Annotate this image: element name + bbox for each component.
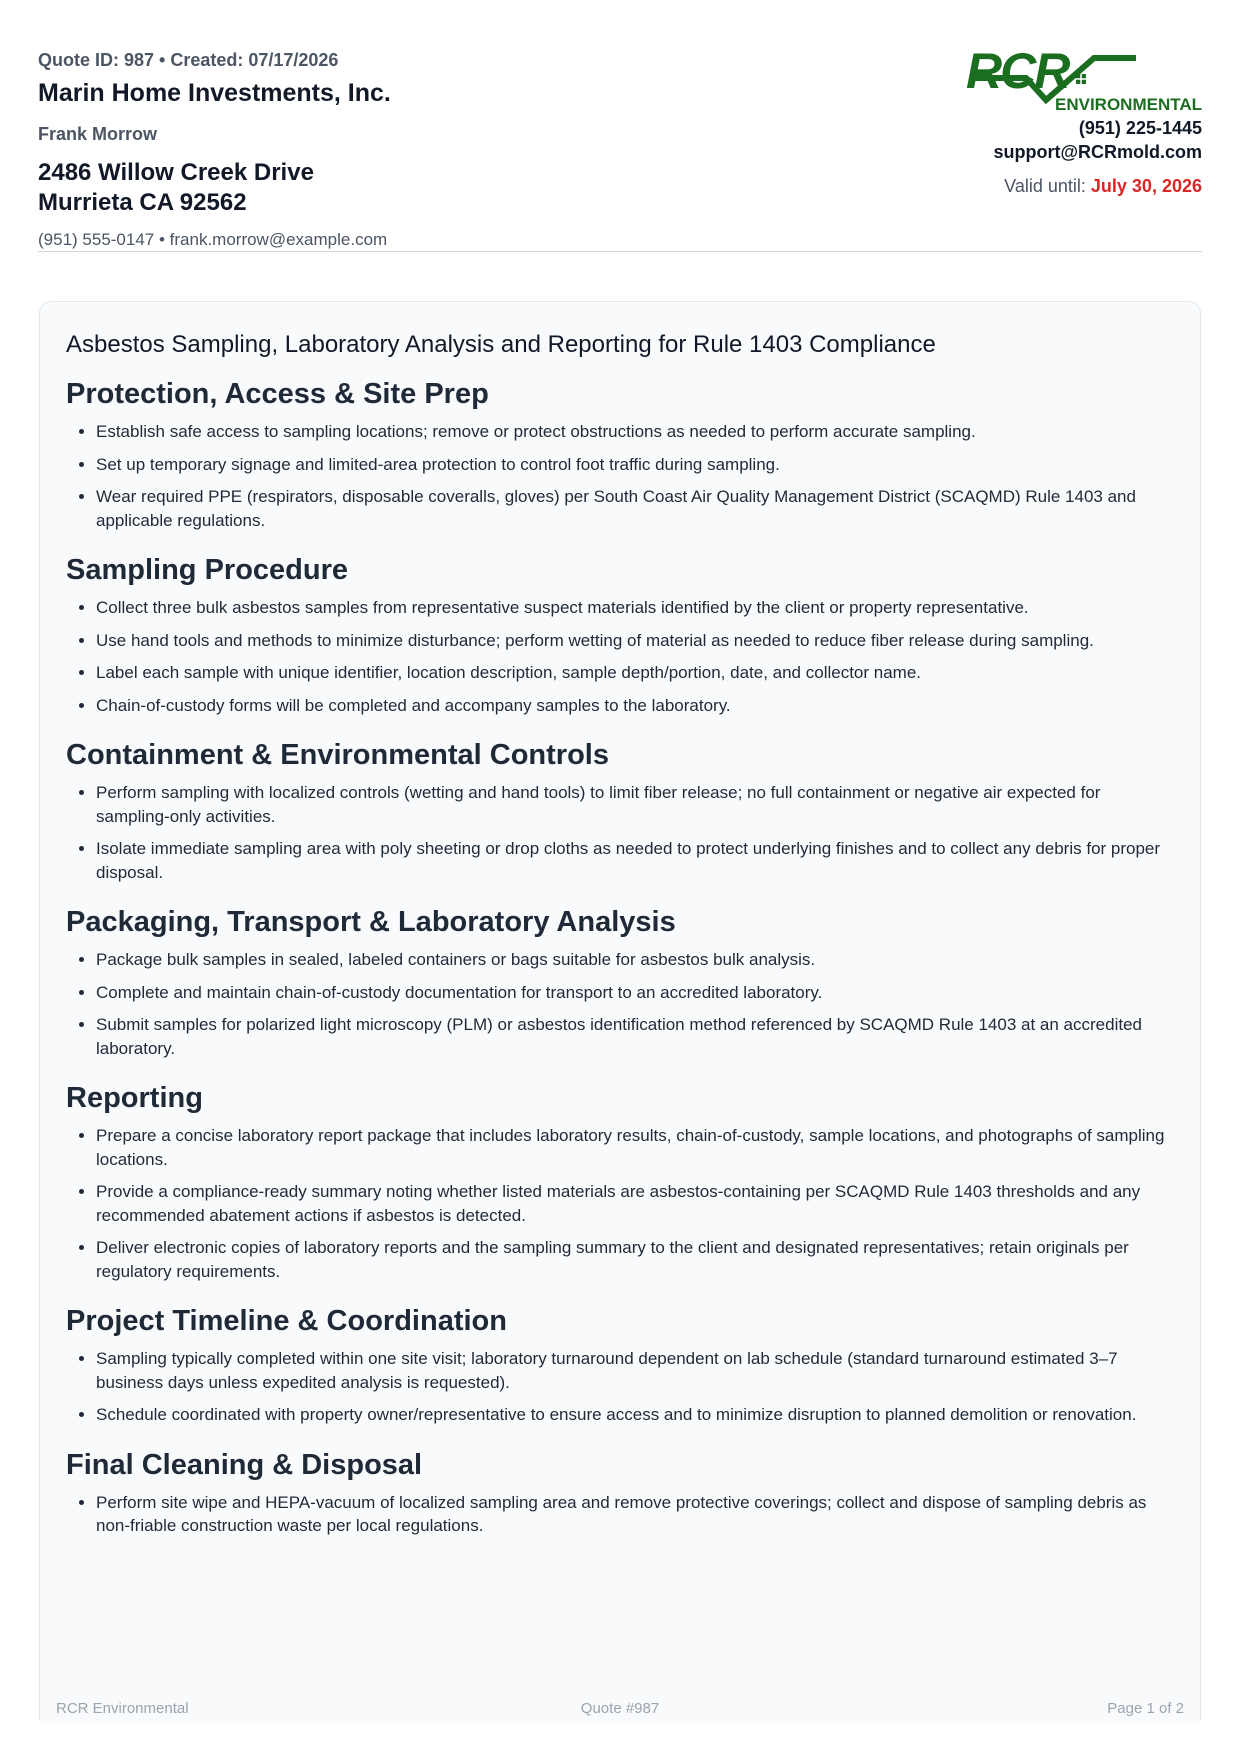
client-address <box>38 158 391 218</box>
list-item: • Collect three bulk asbestos samples from representative suspect materials identified by the client or property representative. <box>96 596 1174 620</box>
section-heading: Final Cleaning & Disposal <box>66 1448 423 1481</box>
section-list <box>66 596 1174 717</box>
vendor-phone: (951) 225-1445 <box>1078 118 1202 138</box>
section-heading: Protection, Access & Site Prep <box>66 378 489 410</box>
quote-header <box>38 48 1202 252</box>
list-item: • Set up temporary signage and limited-area protection to control foot traffic during sampling. <box>96 453 1174 477</box>
list-item: • Deliver electronic copies of laboratory reports and the sampling summary to the client and designated representatives; retain originals per regulatory requirements. <box>96 1236 1174 1283</box>
list-item: • Complete and maintain chain-of-custody documentation for transport to an accredited laboratory. <box>96 981 1174 1005</box>
company-logo <box>966 48 1202 114</box>
client-contact-name: Frank Morrow <box>38 124 158 144</box>
scope-title: Asbestos Sampling, Laboratory Analysis and Reporting for Rule 1403 Compliance <box>66 331 936 358</box>
list-item: • Isolate immediate sampling area with poly sheeting or drop cloths as needed to protect underlying finishes and to collect any debris for proper disposal. <box>96 837 1174 884</box>
vendor-info <box>902 48 1202 198</box>
logo-subtext: ENVIRONMENTAL <box>1054 95 1202 114</box>
footer-company: RCR Environmental <box>56 1700 189 1717</box>
logo-wordmark: RCR <box>966 48 1069 99</box>
client-contact-line: (951) 555-0147 • frank.morrow@example.com <box>38 230 388 249</box>
list-item: • Wear required PPE (respirators, disposable coveralls, gloves) per South Coast Air Quality Management District (SCAQMD) Rule 1403 and applicable regulations. <box>96 485 1174 532</box>
scope-sections <box>66 376 1174 1538</box>
section-list <box>66 420 1174 532</box>
section-heading: Packaging, Transport & Laboratory Analysis <box>66 906 676 938</box>
section-heading: Reporting <box>66 1082 203 1114</box>
footer-page-number: Page 1 of 2 <box>1107 1700 1184 1717</box>
list-item: • Provide a compliance-ready summary noting whether listed materials are asbestos-containing per SCAQMD Rule 1403 thresholds and any recommended abatement actions if asbestos is detected. <box>96 1180 1174 1227</box>
valid-until-label: Valid until: <box>1004 176 1086 196</box>
section-list <box>66 948 1174 1060</box>
section-heading: Project Timeline & Coordination <box>66 1305 507 1337</box>
list-item: • Prepare a concise laboratory report package that includes laboratory results, chain-of-custody, sample locations, and photographs of sampling locations. <box>96 1124 1174 1171</box>
scope-card <box>39 301 1201 1721</box>
list-item: • Submit samples for polarized light microscopy (PLM) or asbestos identification method referenced by SCAQMD Rule 1403 at an accredited laboratory. <box>96 1013 1174 1060</box>
page-footer <box>56 1700 1184 1724</box>
quote-meta: Quote ID: 987 • Created: 07/17/2026 <box>38 50 339 70</box>
list-item: • Establish safe access to sampling locations; remove or protect obstructions as needed to perform accurate sampling. <box>96 420 1174 444</box>
section-list <box>66 781 1174 884</box>
client-company: Marin Home Investments, Inc. <box>38 79 391 107</box>
address-line-1: 2486 Willow Creek Drive <box>38 159 314 186</box>
valid-until <box>902 174 1202 198</box>
section-list <box>66 1491 1174 1538</box>
header-divider <box>38 251 1202 252</box>
list-item: • Sampling typically completed within one site visit; laboratory turnaround dependent on lab schedule (standard turnaround estimated 3–7 business days unless expedited analysis is requested). <box>96 1347 1174 1394</box>
list-item: • Schedule coordinated with property owner/representative to ensure access and to minimize disruption to planned demolition or renovation. <box>96 1403 1174 1427</box>
vendor-email: support@RCRmold.com <box>993 142 1202 162</box>
section-heading: Containment & Environmental Controls <box>66 739 609 771</box>
address-line-2: Murrieta CA 92562 <box>38 189 247 216</box>
list-item: • Chain-of-custody forms will be completed and accompany samples to the laboratory. <box>96 694 1174 718</box>
list-item: • Perform site wipe and HEPA-vacuum of localized sampling area and remove protective coverings; collect and dispose of sampling debris as non-friable construction waste per local regulations. <box>96 1491 1174 1538</box>
section-list <box>66 1124 1174 1283</box>
list-item: • Perform sampling with localized controls (wetting and hand tools) to limit fiber release; no full containment or negative air expected for sampling-only activities. <box>96 781 1174 828</box>
footer-quote-number: Quote #987 <box>580 1700 660 1717</box>
section-list <box>66 1347 1174 1427</box>
list-item: • Use hand tools and methods to minimize disturbance; perform wetting of material as needed to reduce fiber release during sampling. <box>96 629 1174 653</box>
valid-until-date: July 30, 2026 <box>1090 176 1202 196</box>
section-heading: Sampling Procedure <box>66 554 349 586</box>
list-item: • Package bulk samples in sealed, labeled containers or bags suitable for asbestos bulk analysis. <box>96 948 1174 972</box>
client-info <box>38 48 391 252</box>
list-item: • Label each sample with unique identifier, location description, sample depth/portion, date, and collector name. <box>96 661 1174 685</box>
